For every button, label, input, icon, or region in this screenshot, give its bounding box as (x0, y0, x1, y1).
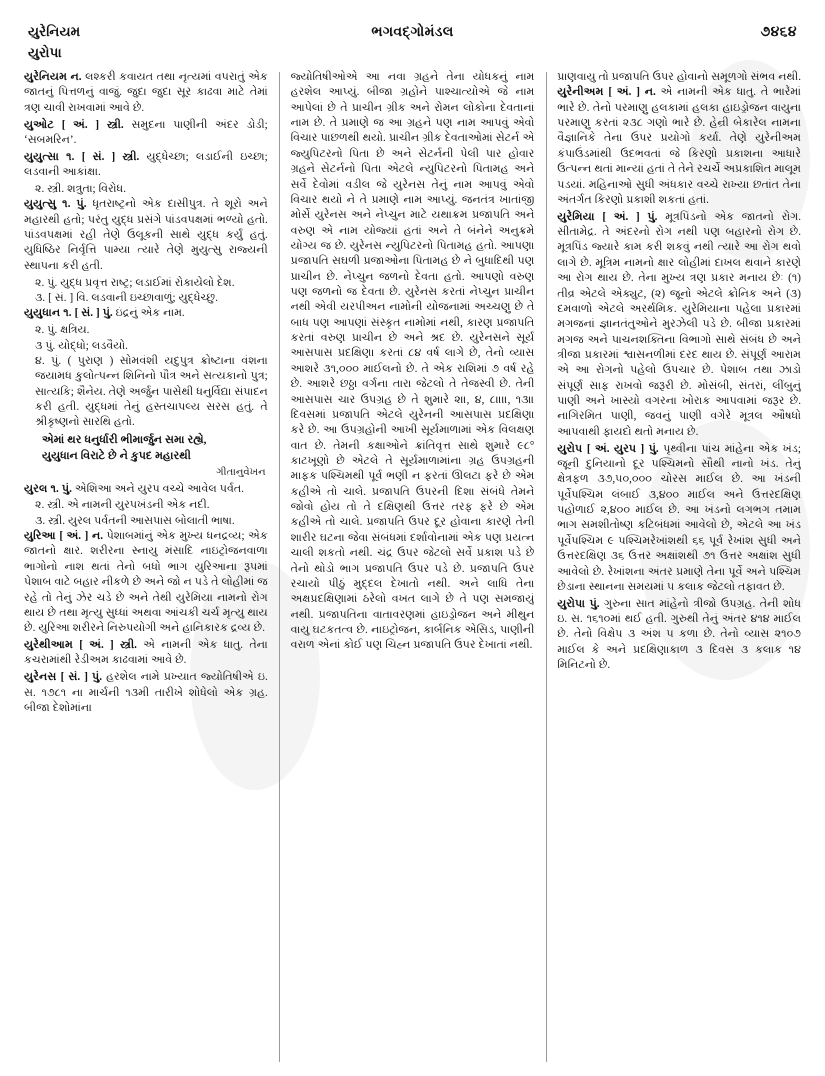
dictionary-entry (24, 638, 268, 669)
entry-headword: યુરોપા (557, 597, 586, 610)
entry-etymology-tag: [ સં. ] (60, 671, 88, 684)
entry-sense: ૨. પું. ક્ષત્રિય. (35, 324, 90, 337)
entry-etymology-tag: [ અં. ] (79, 639, 114, 652)
continued-text: પ્રાણવાયુ તો પ્રજાપતિ ઉપર હોવાનો સમૂળગો સંભવ નથી. (557, 71, 801, 83)
entry-part-of-speech: પું. (647, 210, 658, 223)
entry-definition: ધૃતરાષ્ટ્રનો એક દાસીપુત્ર. તે શૂરો અને મહારથી હતો; પરંતુ યુદ્ધ પ્રસંગે પાંડવપક્ષમાં ભળ્યો હતો. પાંડવપક્ષમાં રહી તેણે ઉલૂકની સાથે યુદ્ધ કર્યું હતું. યુધિષ્ઠિર નિર્વૃત્તિ પામ્યા ત્યારે તેણે મુયુત્સુ રાજ્યની સ્થાપના કરી હતી. (24, 198, 268, 272)
entry-part-of-speech: ન. (91, 530, 103, 543)
dictionary-entry (24, 197, 268, 274)
entry-etymology-tag: [ સં. ] (81, 150, 116, 163)
page-number: ૭૪૬૪ (760, 25, 797, 40)
entry-part-of-speech: સ્ત્રી. (122, 150, 140, 163)
text-column-2 (291, 70, 535, 1066)
entry-headword: યુરેનસ (24, 671, 57, 684)
entry-etymology-tag: [ અં. ] (59, 530, 89, 543)
entry-sense-number: ૧. (63, 307, 72, 320)
entry-sense: ૩. [ સં. ] વિ. લડવાની ઇચ્છાવાળું; યુદ્ધેચ્છુ. (35, 292, 218, 305)
entry-definition: એશિઆ અને યુરપ વચ્ચે આવેલ પર્વત. (74, 482, 244, 495)
text-column-3 (557, 70, 801, 1066)
entry-part-of-speech: પું. (92, 671, 103, 684)
entry-part-of-speech: સ્ત્રી. (120, 639, 137, 652)
entry-part-of-speech: પું. (61, 482, 72, 495)
entry-etymology-tag: [ અં. ] (61, 118, 100, 131)
dictionary-entry (557, 210, 801, 440)
entry-sense: ૨. સ્ત્રી. એ નામની યુરપખંડની એક નદી. (35, 499, 210, 512)
entry-definition: ગુરુના સાત માંહેનો ત્રીજો ઉપગ્રહ. તેની શોધ ઇ. સ. ૧૬૧૦માં થઈ હતી. ગુરુથી તેનું અંતર ૪૧૪ માઈલ છે. તેનો વિક્ષેપ ૩ અંશ ૫ કળા છે. તેનો વ્યાસ ૨૧૦૭ માઈલ કે અને પ્રદક્ષિણાકાળ ૩ દિવસ ૩ કલાક ૧૪ મિનિટનો છે. (557, 597, 801, 672)
entry-definition: યુદ્ધેચ્છા; લડાઈની ઇચ્છા; લડવાની આકાંક્ષા. (24, 150, 268, 179)
entry-headword: યુયુત્સા (24, 150, 59, 163)
entry-part-of-speech: ન. (70, 71, 82, 83)
entry-definition: હરશેલ નામે પ્રખ્યાત જ્યોતિષીએ ઇ. સ. ૧૭૮૧ ના માર્ચની ૧૩મી તારીખે શોધેલો એક ગ્રહ. બીજા દેશોમાંના (24, 671, 268, 715)
entry-sense-number: ૧. (66, 150, 75, 163)
entry-headword: યુયુત્સુ (24, 198, 57, 211)
entry-sense: ૨. પું. યુદ્ધ પ્રવૃત્ત રાષ્ટ્ર; લડાઈમાં રોકાયેલો દેશ. (35, 276, 235, 289)
verse-attribution: ગીતાનુવેખન (216, 467, 266, 479)
entry-headword: યુયુધાન (24, 307, 61, 320)
column-container (24, 70, 801, 1066)
running-head-left-line1: યુરેનિયમ (28, 24, 81, 39)
book-title: ભગવદ્ગોમંડલ (371, 25, 454, 40)
entry-part-of-speech: પું. (589, 597, 600, 610)
dictionary-entry (557, 597, 801, 674)
entry-part-of-speech: પું. (648, 442, 659, 455)
column-rule (534, 70, 557, 1066)
continued-text: જ્યોતિષીઓએ આ નવા ગ્રહને તેના યોધકનું નામ હરશેલ આપ્યું. બીજા ગ્રહોને પાશ્ચાત્યોએ જે નામ આપેલાં છે તે પ્રાચીન ગ્રીક અને રોમન લોકોના દેવતાનાં નામ છે. તે પ્રમાણે જ આ ગ્રહને પણ નામ આપવું એવો વિચાર પાછળથી થયો. પ્રાચીન ગ્રીક દેવતાઓમાં સેટર્ન એ જ્યુપિટરનો પિતા છે અને સેટર્નની પેલી પાર હોવાર ગ્રહને સેટર્નનો પિતા એટલે ન્યુપિટરનો પિતામહ અને સર્વે દેવોમાં વડીલ જે યુરેનસ તેનું નામ આપવું એવો વિચાર થયો ને તે પ્રમાણે નામ આપ્યું. જનતંત્ર ખાતાંજી મોર્સે યુરેનસ અને નેપ્ચુન માટે યથાક્રમ પ્રજાપતિ અને વરુણ એ નામ યોજ્યાં હતાં અને તે બંનેને અનુક્રમે યોગ્ય જ છે. યુરેનસ ન્યુપિટરનો પિતામહ હતો. આપણા પ્રજાપતિ સઘળી પ્રજાઓના પિતામહ છે ને બુધાદિથી પણ પ્રાચીન છે. નેપ્ચુન જળનો દેવતા હતો. આપણો વરુણ પણ જળનો જ દેવતા છે. યુરેનસ કરતાં નેપ્ચુન પ્રાચીન નથી એવી યરપીઅન નામોની યોજનામાં અચ્ચણુ છે તે બાધ પણ આપણાં સંસ્કૃત નામોમાં નથી, કારણ પ્રજાપતિ કરતાં વરુણ પ્રાચીન છે અને શ્રદ છે. યુરેનસને સૂર્ય આસપાસ પ્રદક્ષિણા કરતાં ૮૪ વર્ષ લાગે છે, તેનો વ્યાસ આશરે ૩૧,૦૦૦ માઈલનો છે. તે એક રાશિમાં ૭ વર્ષ રહે છે. આશરે છઠ્ઠા વર્ગના તારા જેટલો તે તેજસ્વી છે. તેની આસપાસ ચાર ઉપગ્રહ છે તે શુમારે ૨॥, ૪, ૮॥॥, ૧૩॥ દિવસમાં પ્રજાપતિ એટલે યુરેનની આસપાસ પ્રદક્ષિણા કરે છે. આ ઉપગ્રહોની આખી સૂર્યમાળામાં એક વિલક્ષણ વાત છે. તેમની કક્ષાઓને ક્રાંતિવૃત્ત સાથે શુમારે ૯૮° કાટખૂણો છે એટલે તે સૂર્યમાળામાંના ગ્રહ ઉપગ્રહની માફક પશ્ચિમથી પૂર્વ ભણી ન ફરતાં ઊલટા ફરે છે એમ કહીએ તો ચાલે. પ્રજાપતિ ઉપરની દિશા સંબંધે તેમને જોવો હોય તો તે દક્ષિણથી ઉત્તર તરફ ફરે છે એમ કહીએ તો ચાલે. પ્રજાપતિ ઉપર દૂર હોવાના કારણે તેની શારીર ઘટના જેવા સંબંધમાં દર્શાવોનામાં એક પણ પ્રયત્ન ચાલી શકતો નથી. ચંદ્ર ઉપર જેટલો સર્વે પ્રકાશ પડે છે તેનો થોડો ભાગ પ્રજાપતિ ઉપર પડે છે. પ્રજાપતિ ઉપર રચાયો પીઠું મુદ્દલ દેખાતો નથી. અને લાધિ તેના અક્ષપ્રદક્ષિણામાં ઠરેલો વખત લાગે છે તે પણ સમજાયું નથી. પ્રજાપતિના વાતાવરણમાં હાઇડ્રોજન અને મીથુન વાયુ ઘટકતત્વ છે. નાઇટ્રોજન, કાર્બનિક એસિડ, પાણીની વરાળ એનાં કોઈ પણ ચિહ્ન પ્રજાપતિ ઉપર દેખાતાં નથી. (290, 71, 535, 652)
entry-sense: ૨. સ્ત્રી. શત્રુતા; વિરોધ. (35, 183, 126, 196)
dictionary-entry (24, 482, 268, 497)
entry-definition: લશ્કરી કવાયત તથા નૃત્યમાં વપરાતું એક જાતનું પિત્તળનું વાજું. જુદા જુદા સૂર કાઢવા માટે તેમાં ત્રણ ચાવી રાખવામાં આવે છે. (24, 71, 268, 114)
entry-etymology-tag: [ અં. ] (608, 86, 640, 99)
dictionary-entry (24, 529, 268, 637)
entry-etymology-tag: [ અં. ] (602, 210, 640, 223)
verse-line: યુયુધાન વિરાટે છે ને કુપદ મહારથી (42, 449, 191, 462)
entry-headword: યુરેમિયા (557, 210, 595, 223)
entry-definition: મૂત્રપિંડનો એક જાતનો રોગ. સીતામેદ્ર. તે અંદરનો રોગ નથી પણ બહારનો રોગ છે. મૂત્રપિંડ જ્યારે કામ કરી શકવું નથી ત્યારે આ રોગ થવો લાગે છે. મૂત્રિમ નામનો ક્ષાર લોહીમાં દાખલ થવાને કારણે આ રોગ થાય છે. તેના મુખ્ય ત્રણ પ્રકાર મનાય છેઃ (૧) તીવ્ર એટલે એક્યુટ, (૨) જૂનો એટલે ક્રોનિક અને (૩) દમવાળો એટલે અરર્થમિક. યુરેમિયાના પહેલા પ્રકારમાં મગજનાં જ્ઞાનતંતુઓને મુરઝેલી પડે છે. બીજા પ્રકારમાં મગજ અને પાચનશક્તિના વિભાગો સાથે સંબંધ છે અને ત્રીજા પ્રકારમાં શ્વાસનળીમાં દરદ થાય છે. સંપૂર્ણ આરામ એ આ રોગનો પહેલો ઉપચાર છે. પેશાબ તથા ઝાડો સંપૂર્ણ સાફ રાખવો જરૂરી છે. મોસંબી, સંતરાં, લીંબુનું પાણી અને ખાસ્યો વગરના ખોરાક આપવામાં જરૂર છે. નાગિરમિત પાણી, જવનું પાણી વગેરે મૂત્રલ ઔષધો આપવાથી ફાયદો થતો મનાય છે. (557, 210, 801, 438)
dictionary-entry (557, 442, 801, 596)
entry-headword: યુરેથીઆમ (24, 639, 73, 652)
column-rule (268, 70, 291, 1066)
text-column-1 (24, 70, 268, 1066)
entry-sense: ૩ પું. યોદ્ધો; લડવૈયો. (35, 339, 128, 352)
dictionary-entry (24, 150, 268, 181)
entry-part-of-speech: પું. (76, 198, 87, 211)
dictionary-entry (557, 85, 801, 208)
entry-part-of-speech: ન. (644, 86, 656, 99)
entry-part-of-speech: પું. (102, 307, 113, 320)
entry-headword: યુરોપ (557, 442, 583, 455)
entry-headword: યુઓટ (24, 118, 54, 131)
entry-sense-number: ૧. (62, 198, 71, 211)
entry-sense-number: ૧. (50, 482, 59, 495)
entry-definition: ઇંદ્રનું એક નામ. (115, 307, 185, 320)
entry-sense: ૪. પું. ( પુરાણ ) સોમવંશી યદુપુત્ર ક્રોષ્ટાના વંશના જયામધ કુલોત્પન્ન શિનિનો પૌત્ર અને સત્યકાનો પુત્ર; સાત્યકિ; શૈનેય. તેણે અર્જુન પાસેથી ધનુર્વિદ્યા સંપાદન કરી હતી. યુદ્ધમાં તેનું હસ્તચાપલ્ય સરસ હતું. તે શ્રીકૃષ્ણનો સારથિ હતો. (35, 354, 268, 429)
entry-headword: યુરિઆ (24, 530, 56, 543)
dictionary-entry (24, 70, 268, 116)
dictionary-entry (24, 306, 268, 321)
entry-etymology-tag: [ સં. ] (74, 307, 100, 320)
running-head (28, 22, 797, 68)
dictionary-entry (24, 670, 268, 716)
entry-part-of-speech: સ્ત્રી. (106, 118, 124, 131)
dictionary-entry (24, 118, 268, 149)
entry-etymology-tag: [ અં. યુરપ ] (586, 442, 645, 455)
entry-headword: યુરેનિયમ (24, 71, 68, 83)
entry-definition: પૃથ્વીના પાંચ માંહેના એક ખંડ; જૂની દુનિયાનો દૂર પશ્ચિમનો સૌથી નાનો ખંડ. તેનું ક્ષેત્રફળ ૩૭,૫૦,૦૦૦ ચોરસ માઈલ છે. આ ખંડની પૂર્વેપશ્ચિમ લંબાઈ ૩,૪૦૦ માઈલ અને ઉત્તરદક્ષિણ પહોળાઈ ૨,૪૦૦ માઈલ છે. આ ખંડનો લગભગ તમામ ભાગ સમશીતોષ્ણ કટિબંધમાં આવેલો છે, એટલે આ ખંડ પૂર્વેપશ્ચિમ ૯ પશ્ચિમરેખાંશથી ૬૬ પૂર્વ રેખાંશ સુધી અને ઉત્તરદક્ષિણ ૩૬ ઉત્તર અક્ષાંશથી ૭૧ ઉત્તર અક્ષાંશ સુધી આવેલો છે. રેખાંશના અંતર પ્રમાણે તેના પૂર્વે અને પશ્ચિમ છેડાના સ્થાનના સમયમાં ૫ કલાક જેટલો તફાવત છે. (557, 442, 801, 593)
running-head-left-line2: યુરોપા (28, 44, 62, 60)
entry-definition: એ નામની એક ધાતુ. તે ભારેમાં ભારે છે. તેનો પરમાણુ હલકામાં હલકા હાઇડ્રોજન વાયુના પરમાણુ કરતાં ૨૩૮ ગણો ભારે છે. હેન્રી બેકારેલ નામના વૈજ્ઞાનિકે તેના ઉપર પ્રયોગો કર્યા. તેણે યુરેનીઅમ કંપાઉંડમાંથી ઉદભવતાં જે કિરણો પ્રકાશના આધારે ઉત્પન્ન થતાં માન્યાં હતાં તે તેને રચર્ચે અપ્રકાશિત માલૂમ પડયાં. મહિનાઓ સુધી અંધકાર વચ્ચે રાખ્યા છતાંત તેના અંતર્ગત કિરણો પ્રકાશી શકતાં હતાં. (557, 86, 801, 206)
verse-quotation (24, 433, 268, 465)
entry-definition: એ નામની એક ધાતુ. તેના કચરામાંથી રેડીઅમ કાઢવામાં આવે છે. (24, 639, 268, 667)
entry-definition: પેશાબમાંનું એક મુખ્ય ધનદ્રવ્ય; એક જાતનો ક્ષાર. શરીરના સ્નાયુ મંસાદિ નાઇટ્રોજનવાળા ભાગોનો નાશ થતાં તેનો બધો ભાગ યુરિઆના રૂપમાં પેશાબ વાટે બહાર નીકળે છે અને જો ન પડે તે લોહીમાં જ રહે તો તેનું ઝેર ચડે છે અને તેથી યુરેમિયા નામનો રોગ થાય છે તથા મૃત્યુ સુધ્ધાં અથવા આંચકી ચર્ચ મૃત્યુ થાય છે. યુરિઆ શરીરને નિરુપયોગી અને હાનિકારક દ્રવ્ય છે. (24, 530, 268, 635)
entry-definition: સમુદના પાણીની અંદર ડોડી; ‘સબમરિન’. (24, 118, 268, 146)
verse-line: એમાં થર ધનુર્ધારી ભીમાર્જુન સમા રહ્યે, (42, 433, 207, 446)
entry-headword: યુરલ (24, 482, 48, 495)
entry-headword: યુરેનીઅમ (557, 86, 604, 99)
entry-sense: ૩. સ્ત્રી. યુરલ પર્વતની આસપાસ બોલાતી ભાષા. (35, 514, 235, 527)
